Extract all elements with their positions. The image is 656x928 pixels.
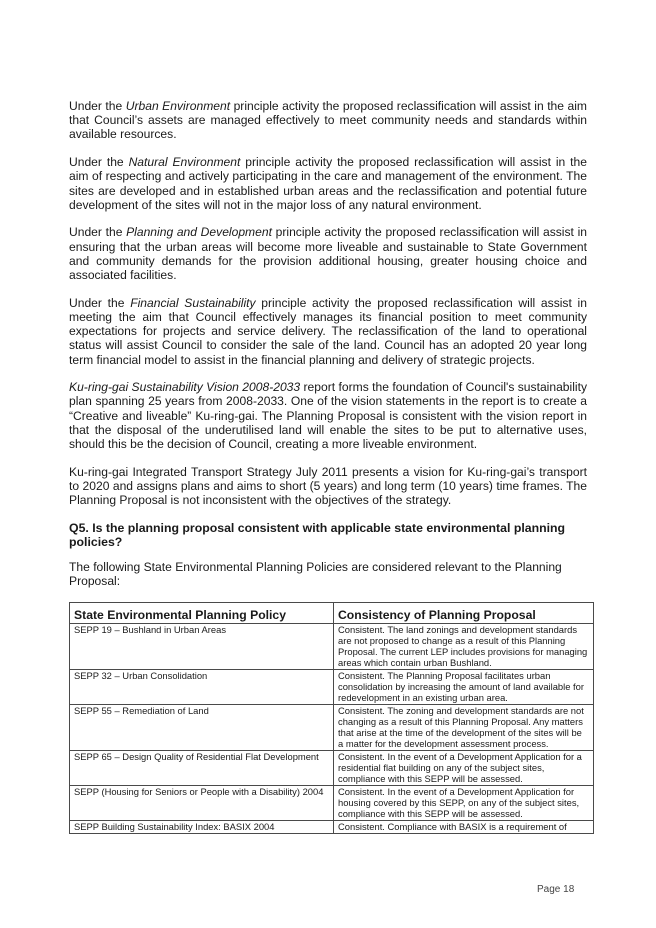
sepp-table [69,602,594,834]
policy-cell: SEPP 55 – Remediation of Land [70,705,334,751]
consistency-cell: Consistent. The land zonings and development standards are not proposed to change as a result of this Planning Proposal. The current LEP includes provisions for managing areas which contain urban Bushland. [334,624,594,670]
table-intro: The following State Environmental Planning Policies are considered relevant to the Planning Proposal: [69,559,562,589]
table-row [70,624,594,670]
column-header-policy: State Environmental Planning Policy [70,603,334,624]
policy-cell: SEPP (Housing for Seniors or People with a Disability) 2004 [70,786,334,821]
paragraph-transport-strategy: Ku-ring-gai Integrated Transport Strategy July 2011 presents a vision for Ku-ring-gai’s transport to 2020 and assigns plans and aims to short (5 years) and long term (10 years) time frames. The Planning Proposal is not inconsistent with the objectives of the strategy. [69,464,587,508]
table-row [70,821,594,834]
policy-cell: SEPP Building Sustainability Index: BASIX 2004 [70,821,334,834]
emphasis-term: Planning and Development [126,225,272,240]
table-row [70,786,594,821]
paragraph-urban-environment: Under the Urban Environment principle activity the proposed reclassification will assist in the aim that Council’s assets are managed effectively to meet community needs and standards within available resources. [69,99,587,142]
table-row [70,751,594,786]
emphasis-term: Ku-ring-gai Sustainability Vision 2008-2033 [69,380,301,395]
table-row [70,705,594,751]
paragraph-sustainability-vision: Ku-ring-gai Sustainability Vision 2008-2033 report forms the foundation of Council's sustainability plan spanning 25 years from 2008-2033. One of the vision statements in the report is to create a “Creative and liveable” Ku-ring-gai. The Planning Proposal is consistent with the vision report in that the disposal of the underutilised land will enable the sites to be put to alternative uses, should this be the decision of Council, creating a more liveable environment. [69,380,587,452]
consistency-cell: Consistent. In the event of a Development Application for a residential flat building on any of the subject sites, compliance with this SEPP will be assessed. [334,751,594,786]
table-header-row [70,603,594,624]
consistency-cell: Consistent. In the event of a Development Application for housing covered by this SEPP, on any of the subject sites, compliance with this SEPP will be assessed. [334,786,594,821]
emphasis-term: Natural Environment [128,155,241,170]
page-content [69,99,587,834]
page-number: Page 18 [537,884,575,895]
column-header-consistency: Consistency of Planning Proposal [334,603,594,624]
policy-cell: SEPP 65 – Design Quality of Residential Flat Development [70,751,334,786]
consistency-cell: Consistent. The zoning and development standards are not changing as a result of this Planning Proposal. Any matters that arise at the time of the development of the sites will be a matter for the development assessment process. [334,705,594,751]
paragraph-planning-development: Under the Planning and Development principle activity the proposed reclassification will assist in ensuring that the urban areas will become more liveable and sustainable to State Government and community demands for the provision additional housing, greater housing choice and associated facilities. [69,225,587,283]
consistency-cell: Consistent. Compliance with BASIX is a requirement of [334,821,594,834]
emphasis-term: Urban Environment [125,99,231,113]
table-row [70,670,594,705]
policy-cell: SEPP 32 – Urban Consolidation [70,670,334,705]
policy-cell: SEPP 19 – Bushland in Urban Areas [70,624,334,670]
question-heading: Q5. Is the planning proposal consistent with applicable state environmental planning policies? [69,520,566,550]
consistency-cell: Consistent. The Planning Proposal facilitates urban consolidation by increasing the amount of land available for redevelopment in an existing urban area. [334,670,594,705]
paragraph-financial-sustainability: Under the Financial Sustainability principle activity the proposed reclassification will assist in meeting the aim that Council effectively manages its financial position to meet community expectations for projects and service delivery. The reclassification of the land to operational status will assist Council to consider the sale of the land. Council has an adopted 20 year long term financial model to assist in the financial planning and delivery of strategic projects. [69,295,587,367]
emphasis-term: Financial Sustainability [130,295,256,310]
paragraph-natural-environment: Under the Natural Environment principle activity the proposed reclassification will assist in the aim of respecting and actively participating in the care and management of the environment. The sites are developed and in established urban areas and the reclassification and potential future development of the sites will not in the major loss of any natural environment. [69,155,587,212]
